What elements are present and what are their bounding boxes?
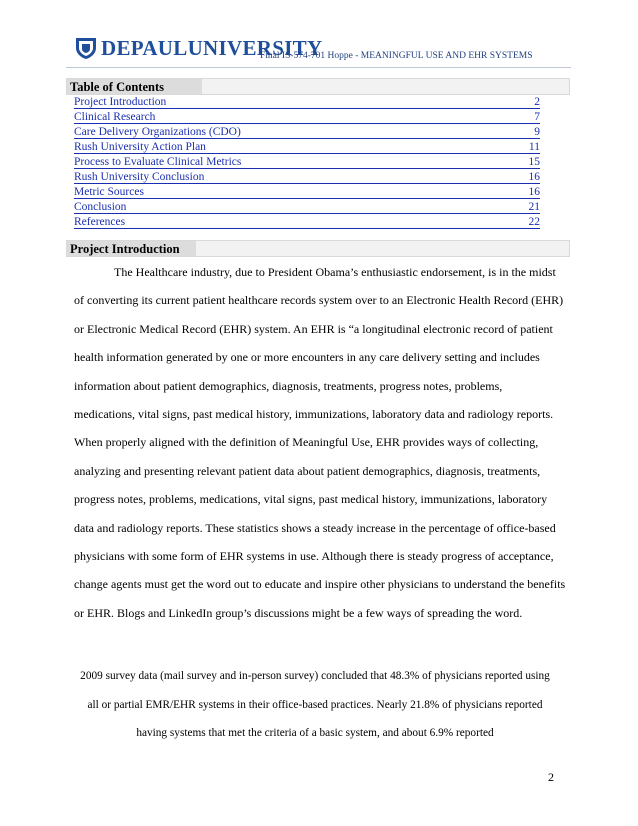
- toc-entry-page: 11: [528, 141, 540, 153]
- toc-entry-title: Project Introduction: [74, 96, 167, 108]
- toc-entry-page: 9: [534, 126, 540, 138]
- toc-heading-bar: [66, 78, 570, 95]
- toc-entry-title: References: [74, 216, 126, 228]
- toc-entry-process-evaluate-metrics[interactable]: [74, 156, 540, 169]
- toc-entry-care-delivery-organizations[interactable]: [74, 126, 540, 139]
- toc-entry-title: Conclusion: [74, 201, 127, 213]
- header-divider: [66, 67, 571, 68]
- logo-word-university: UNIVERSITY: [187, 35, 323, 60]
- toc-entry-references[interactable]: [74, 216, 540, 229]
- toc-entry-metric-sources[interactable]: [74, 186, 540, 199]
- toc-heading: Table of Contents: [67, 79, 202, 94]
- toc-entry-page: 21: [528, 201, 540, 213]
- toc-entry-title: Rush University Conclusion: [74, 171, 205, 183]
- table-of-contents: [74, 96, 540, 231]
- toc-entry-title: Metric Sources: [74, 186, 144, 198]
- document-title: Final IS-574-701 Hoppe - MEANINGFUL USE AND EHR SYSTEMS: [260, 51, 533, 61]
- section-heading: Project Introduction: [67, 241, 196, 256]
- toc-entry-title: Rush University Action Plan: [74, 141, 206, 153]
- toc-entry-page: 16: [528, 186, 540, 198]
- toc-entry-rush-conclusion[interactable]: [74, 171, 540, 184]
- toc-entry-clinical-research[interactable]: [74, 111, 540, 124]
- toc-entry-title: Process to Evaluate Clinical Metrics: [74, 156, 242, 168]
- toc-entry-conclusion[interactable]: [74, 201, 540, 214]
- body-paragraph: The Healthcare industry, due to President Obama’s enthusiastic endorsement, is in the midst of converting its current patient healthcare records system over to an Electronic Health Record (EHR) or Electronic Medical Record (EHR) system. An EHR is “a longitudinal electronic record of patient health information generated by one or more encounters in any care delivery setting and includes information about patient demographics, diagnosis, treatments, progress notes, problems, medications, vital signs, past medical history, immunizations, laboratory data and radiology reports. When properly aligned with the definition of Meaningful Use, EHR provides ways of collecting, analyzing and presenting relevant patient data about patient demographics, diagnosis, treatments, progress notes, problems, medications, vital signs, past medical history, immunizations, laboratory data and radiology reports. These statistics shows a steady increase in the percentage of office-based physicians with some form of EHR systems in use. Although there is steady progress of acceptance, change agents must get the word out to educate and inspire other physicians to understand the benefits or EHR. Blogs and LinkedIn group’s discussions might be a few ways of spreading the word.: [74, 265, 566, 620]
- toc-entry-page: 2: [534, 96, 540, 108]
- page-number: 2: [548, 770, 554, 784]
- toc-entry-title: Clinical Research: [74, 111, 156, 123]
- section-body: [74, 258, 566, 627]
- toc-entry-rush-action-plan[interactable]: [74, 141, 540, 154]
- page-header: [74, 36, 574, 64]
- toc-entry-project-introduction[interactable]: [74, 96, 540, 109]
- toc-entry-title: Care Delivery Organizations (CDO): [74, 126, 241, 138]
- logo-word-depaul: DEPAUL: [101, 35, 188, 60]
- toc-entry-page: 22: [528, 216, 540, 228]
- university-shield-icon: [74, 36, 98, 60]
- toc-entry-page: 15: [528, 156, 540, 168]
- body-paragraph-2: 2009 survey data (mail survey and in-person survey) concluded that 48.3% of physicians reported using all or partial EMR/EHR systems in their office-based practices. Nearly 21.8% of physicians reported having systems that met the criteria of a basic system, and about 6.9% reported: [80, 670, 550, 739]
- toc-entry-page: 7: [534, 111, 540, 123]
- toc-entry-page: 16: [528, 171, 540, 183]
- section-heading-bar: [66, 240, 570, 257]
